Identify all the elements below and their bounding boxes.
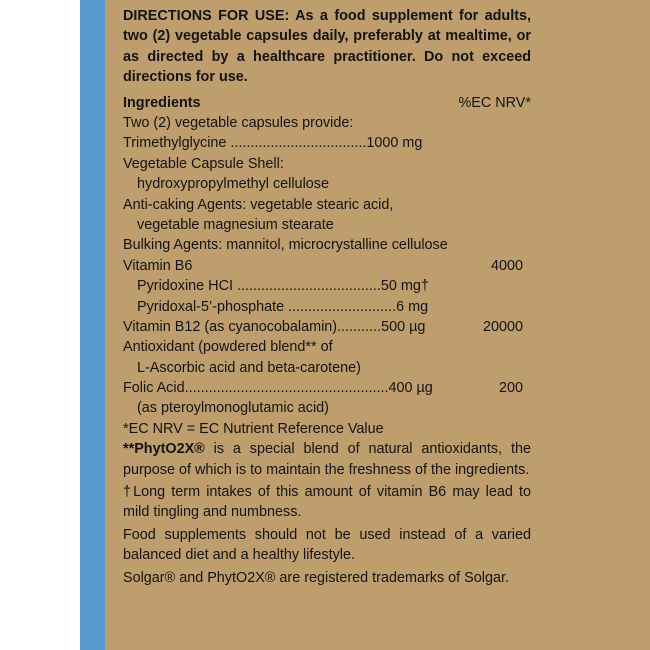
- ingredient-line: Two (2) vegetable capsules provide:: [123, 115, 354, 132]
- ingredient-line: Pyridoxine HCI ....................................50 mg†: [137, 278, 429, 295]
- ingredient-line: L-Ascorbic acid and beta-carotene): [137, 359, 361, 376]
- ingredient-line: Antioxidant (powdered blend** of: [123, 339, 333, 356]
- trademark-note: Solgar® and PhytO2X® are registered trademarks of Solgar.: [123, 569, 509, 586]
- label-text: [123, 6, 531, 588]
- phyto-text: is a special blend of natural antioxidants, the purpose of which is to maintain the freshness of the ingredients.: [123, 441, 531, 478]
- ingredient-label: Vitamin B6: [123, 257, 193, 274]
- ec-nrv-footnote: *EC NRV = EC Nutrient Reference Value: [123, 420, 384, 437]
- ingredient-line: hydroxypropylmethyl cellulose: [137, 176, 329, 193]
- ingredient-line: (as pteroylmonoglutamic acid): [137, 400, 329, 417]
- directions-for-use: DIRECTIONS FOR USE: As a food supplement for adults, two (2) vegetable capsules daily, preferably at mealtime, or as directed by a healthcare practitioner. Do not exceed directions for use.: [123, 8, 531, 86]
- ingredient-row-b6: [123, 256, 531, 276]
- blue-side-stripe: [80, 0, 105, 650]
- nrv-value: 200: [498, 380, 523, 397]
- phyto-brand: **PhytO2X®: [123, 441, 205, 458]
- ingredient-line: Vegetable Capsule Shell:: [123, 155, 284, 172]
- phyto-paragraph: [123, 439, 531, 480]
- ingredient-row-folic: [123, 378, 531, 398]
- nrv-heading: %EC NRV*: [458, 94, 531, 111]
- ingredient-line: Anti-caking Agents: vegetable stearic acid,: [123, 196, 394, 213]
- ingredients-header-row: [123, 93, 531, 113]
- food-supplement-note: Food supplements should not be used instead of a varied balanced diet and a healthy lifestyle.: [123, 526, 531, 564]
- b6-warning: †Long term intakes of this amount of vitamin B6 may lead to mild tingling and numbness.: [123, 484, 531, 521]
- ingredient-line: vegetable magnesium stearate: [137, 216, 334, 233]
- ingredient-row-b12: [123, 317, 531, 337]
- ingredient-label: Folic Acid...................................................400 µg: [123, 380, 433, 397]
- ingredient-line: Pyridoxal-5’-phosphate ...........................6 mg: [137, 298, 429, 315]
- ingredient-label: Vitamin B12 (as cyanocobalamin)...........500 µg: [123, 318, 426, 335]
- nrv-value: 4000: [490, 257, 523, 274]
- ingredients-heading: Ingredients: [123, 94, 201, 111]
- ingredient-line: Trimethylglycine ..................................1000 mg: [123, 135, 423, 152]
- nrv-value: 20000: [482, 318, 523, 335]
- ingredient-line: Bulking Agents: mannitol, microcrystalline cellulose: [123, 237, 448, 254]
